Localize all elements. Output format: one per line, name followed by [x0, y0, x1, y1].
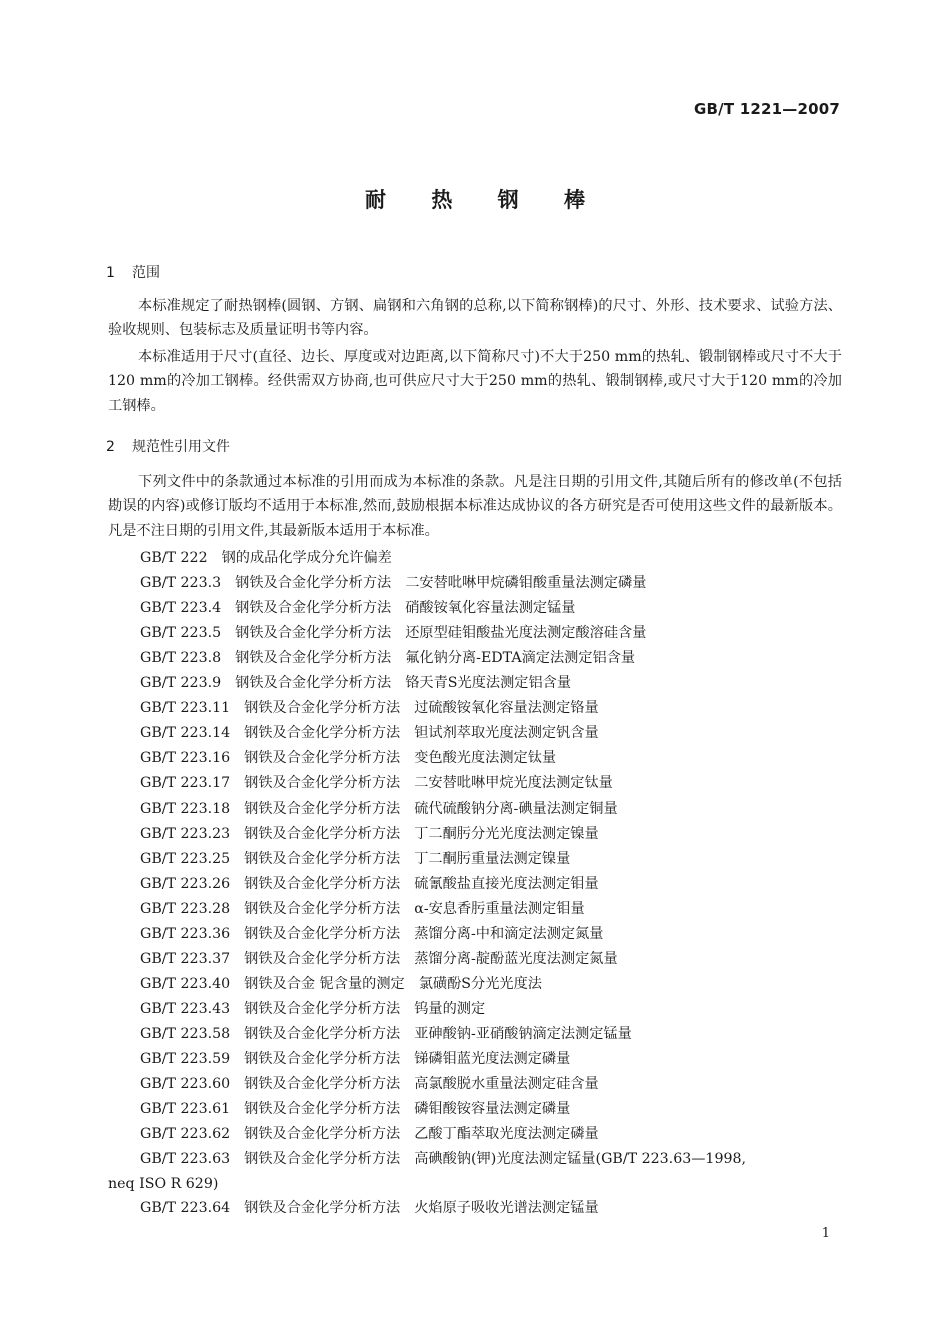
- reference-item: [140, 824, 599, 844]
- reference-code: GB/T 223.40: [140, 975, 231, 992]
- reference-item: [140, 1124, 599, 1144]
- reference-code: GB/T 223.59: [140, 1051, 231, 1067]
- paragraph-normative-references: 下列文件中的条款通过本标准的引用而成为本标准的条款。凡是注日期的引用文件,其随后所有的修改单(不包括勘误的内容)或修订版均不适用于本标准,然而,鼓励根据本标准达成协议的各方研究是否可使用这些文件的最新版本。凡是不注日期的引用文件,其最新版本适用于本标准。: [108, 474, 842, 539]
- reference-item: [140, 548, 406, 568]
- reference-subtitle: α-安息香肟重量法测定钼量: [414, 900, 585, 917]
- reference-item: [140, 1049, 570, 1069]
- reference-continuation: neq ISO R 629): [108, 1176, 219, 1192]
- reference-title: 钢铁及合金化学分析方法: [244, 1126, 401, 1143]
- reference-title: 钢铁及合金化学分析方法: [235, 575, 392, 592]
- reference-item: [140, 1099, 570, 1119]
- reference-subtitle: 二安替吡啉甲烷磷钼酸重量法测定磷量: [405, 575, 647, 592]
- reference-subtitle: 蒸馏分离-靛酚蓝光度法测定氮量: [414, 950, 618, 967]
- reference-code: GB/T 223.43: [140, 1000, 231, 1017]
- paragraph-scope-1: 本标准规定了耐热钢棒(圆钢、方钢、扁钢和六角钢的总称,以下简称钢棒)的尺寸、外形、技术要求、试验方法、验收规则、包装标志及质量证明书等内容。: [108, 298, 842, 339]
- reference-title: 钢铁及合金化学分析方法: [244, 1000, 401, 1017]
- reference-title: 钢铁及合金化学分析方法: [244, 875, 401, 892]
- reference-item: [140, 748, 556, 768]
- reference-item: [140, 999, 485, 1019]
- reference-subtitle: 钽试剂萃取光度法测定钒含量: [414, 725, 599, 742]
- reference-code: GB/T 223.14: [140, 725, 231, 742]
- reference-subtitle: 高氯酸脱水重量法测定硅含量: [414, 1076, 599, 1093]
- reference-item: [140, 899, 585, 919]
- reference-code: GB/T 223.9: [140, 675, 222, 692]
- reference-code: GB/T 223.62: [140, 1126, 231, 1143]
- reference-item: [140, 723, 599, 743]
- reference-item: [140, 673, 571, 693]
- reference-code: GB/T 223.64: [140, 1200, 231, 1216]
- reference-subtitle: 磷钼酸铵容量法测定磷量: [414, 1101, 571, 1118]
- reference-subtitle: 丁二酮肟分光光度法测定镍量: [414, 825, 599, 842]
- reference-subtitle: 钨量的测定: [414, 1000, 486, 1017]
- reference-subtitle: 氟化钠分离-EDTA滴定法测定铝含量: [405, 650, 636, 667]
- reference-code: GB/T 223.28: [140, 900, 231, 917]
- reference-code: GB/T 223.8: [140, 650, 222, 667]
- reference-item: [140, 949, 618, 969]
- reference-item: [140, 874, 599, 894]
- reference-subtitle: 氯磺酚S分光光度法: [418, 975, 542, 992]
- reference-code: GB/T 223.61: [140, 1101, 231, 1118]
- reference-item: [140, 1024, 632, 1044]
- reference-item: [140, 1074, 599, 1094]
- standard-number: GB/T 1221—2007: [694, 100, 840, 118]
- reference-title: 钢铁及合金化学分析方法: [235, 625, 392, 642]
- reference-item: [140, 1149, 746, 1169]
- reference-title: 钢铁及合金化学分析方法: [244, 900, 401, 917]
- reference-subtitle: 高碘酸钠(钾)光度法测定锰量(GB/T 223.63—1998,: [414, 1151, 747, 1168]
- reference-item: [140, 849, 570, 869]
- reference-code: GB/T 223.37: [140, 950, 231, 967]
- reference-title: 钢铁及合金化学分析方法: [244, 1151, 401, 1168]
- section-number: 1: [106, 265, 115, 281]
- reference-title: 钢铁及合金化学分析方法: [244, 1025, 401, 1042]
- reference-subtitle: 变色酸光度法测定钛量: [414, 750, 557, 767]
- reference-subtitle: 亚砷酸钠-亚硝酸钠滴定法测定锰量: [414, 1025, 632, 1042]
- section-title: 规范性引用文件: [132, 439, 230, 455]
- reference-title: 钢铁及合金化学分析方法: [244, 1200, 401, 1216]
- reference-code: GB/T 222: [140, 550, 208, 566]
- reference-subtitle: 硝酸铵氧化容量法测定锰量: [405, 600, 576, 617]
- reference-title: 钢铁及合金化学分析方法: [244, 825, 401, 842]
- reference-code: GB/T 223.17: [140, 775, 231, 792]
- reference-subtitle: 还原型硅钼酸盐光度法测定酸溶硅含量: [405, 625, 647, 642]
- reference-code: GB/T 223.63: [140, 1151, 231, 1168]
- reference-item: [140, 924, 603, 944]
- section-title: 范围: [132, 265, 160, 281]
- reference-subtitle: 铬天青S光度法测定铝含量: [405, 675, 572, 692]
- reference-subtitle: 硫氰酸盐直接光度法测定钼量: [414, 875, 599, 892]
- section-heading-normative-references: [106, 436, 230, 456]
- reference-title: 钢铁及合金化学分析方法: [244, 1076, 401, 1093]
- reference-code: GB/T 223.3: [140, 575, 222, 592]
- reference-subtitle: 硫代硫酸钠分离-碘量法测定铜量: [414, 800, 618, 817]
- reference-code: GB/T 223.18: [140, 800, 231, 817]
- document-title: 耐 热 钢 棒: [365, 188, 604, 212]
- reference-title: 钢铁及合金 铌含量的测定: [244, 975, 405, 992]
- reference-subtitle: 蒸馏分离-中和滴定法测定氮量: [414, 925, 604, 942]
- reference-code: GB/T 223.11: [140, 700, 231, 717]
- reference-item: [140, 1198, 599, 1218]
- paragraph-scope-2: 本标准适用于尺寸(直径、边长、厚度或对边距离,以下简称尺寸)不大于250 mm的热轧、锻制钢棒或尺寸不大于120 mm的冷加工钢棒。经供需双方协商,也可供应尺寸大于250 mm的热轧、锻制钢棒,或尺寸大于120 mm的冷加工钢棒。: [108, 349, 842, 414]
- reference-code: GB/T 223.16: [140, 750, 231, 767]
- reference-item: [140, 698, 599, 718]
- reference-title: 钢铁及合金化学分析方法: [244, 1101, 401, 1118]
- reference-code: GB/T 223.36: [140, 925, 231, 942]
- reference-code: GB/T 223.23: [140, 825, 231, 842]
- reference-subtitle: 乙酸丁酯萃取光度法测定磷量: [414, 1126, 599, 1143]
- reference-item: [140, 799, 618, 819]
- reference-code: GB/T 223.25: [140, 850, 231, 867]
- reference-subtitle: 过硫酸铵氧化容量法测定铬量: [414, 700, 599, 717]
- reference-item: [140, 573, 646, 593]
- reference-title: 钢铁及合金化学分析方法: [244, 950, 401, 967]
- reference-title: 钢铁及合金化学分析方法: [244, 800, 401, 817]
- reference-title: 钢铁及合金化学分析方法: [235, 650, 392, 667]
- reference-title: 钢铁及合金化学分析方法: [244, 775, 401, 792]
- reference-code: GB/T 223.26: [140, 875, 231, 892]
- reference-title: 钢铁及合金化学分析方法: [235, 675, 392, 692]
- reference-code: GB/T 223.4: [140, 600, 222, 617]
- reference-item: [140, 648, 635, 668]
- reference-title: 钢铁及合金化学分析方法: [244, 925, 401, 942]
- section-heading-scope: [106, 262, 160, 282]
- reference-item: [140, 773, 613, 793]
- reference-item: [140, 974, 542, 994]
- reference-subtitle: 丁二酮肟重量法测定镍量: [414, 850, 571, 867]
- reference-title: 钢铁及合金化学分析方法: [244, 725, 401, 742]
- reference-item: [140, 598, 575, 618]
- reference-title: 钢的成品化学成分允许偏差: [221, 550, 392, 566]
- reference-title: 钢铁及合金化学分析方法: [244, 700, 401, 717]
- reference-subtitle: 二安替吡啉甲烷光度法测定钛量: [414, 775, 613, 792]
- reference-item: [140, 623, 646, 643]
- reference-title: 钢铁及合金化学分析方法: [244, 750, 401, 767]
- reference-code: GB/T 223.60: [140, 1076, 231, 1093]
- section-number: 2: [106, 439, 115, 455]
- reference-subtitle: 锑磷钼蓝光度法测定磷量: [414, 1051, 571, 1067]
- reference-code: GB/T 223.5: [140, 625, 222, 642]
- reference-title: 钢铁及合金化学分析方法: [244, 1051, 401, 1067]
- reference-title: 钢铁及合金化学分析方法: [235, 600, 392, 617]
- reference-title: 钢铁及合金化学分析方法: [244, 850, 401, 867]
- page-number: 1: [821, 1226, 830, 1241]
- reference-subtitle: 火焰原子吸收光谱法测定锰量: [414, 1200, 599, 1216]
- reference-code: GB/T 223.58: [140, 1025, 231, 1042]
